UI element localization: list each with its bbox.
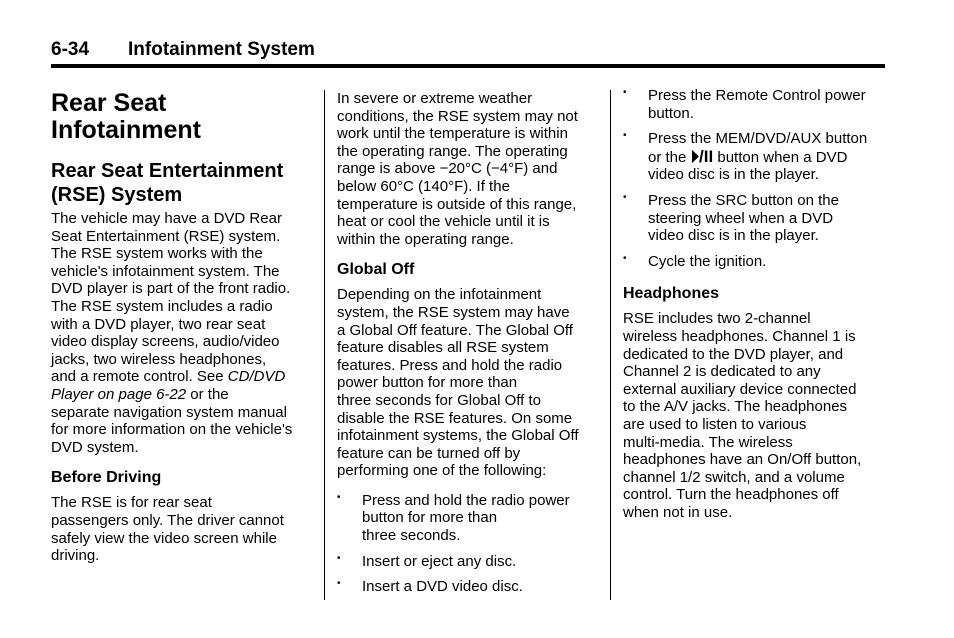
section-title: Infotainment System <box>128 39 315 60</box>
headphones-heading: Headphones <box>623 285 720 303</box>
global-off-paragraph: Depending on the infotainment system, the RSE system may have a Global Off feature. The Global Off feature disables all RSE system features. Press and hold the radio power button for more than three seconds for Global Off to disable the RSE features. On some infotainment systems, the Global Off feature can be turned off by performing one of the following: <box>337 286 579 480</box>
bullet-icon: • <box>623 191 627 203</box>
list-item: • Cycle the ignition. <box>623 253 885 271</box>
list-item: • Press the MEM/DVD/AUX button or the ⏵/II button when a DVD video disc is in the player. <box>623 130 885 184</box>
intro-text-a: The vehicle may have a DVD Rear Seat Entertainment (RSE) system. The RSE system works with the vehicle's infotainment system. The DVD player is part of the front radio. The RSE system includes a radio with a DVD player, two rear seat video display screens, audio/video jacks, two wireless headphones, and a remote control. See <box>51 210 291 386</box>
column-divider <box>610 90 611 600</box>
global-off-list <box>337 492 599 596</box>
global-off-heading: Global Off <box>337 261 415 279</box>
bullet-icon: • <box>623 130 627 142</box>
play-pause-icon: ⏵/II <box>690 146 714 166</box>
column-1 <box>51 90 313 577</box>
intro-text-b: or the separate navigation system manual for more information on the vehicle's DVD system. <box>51 385 293 456</box>
bullet-icon: • <box>337 578 341 590</box>
intro-paragraph <box>51 210 313 456</box>
global-off-list-continued <box>623 87 885 270</box>
header-rule <box>51 64 885 68</box>
bullet-icon: • <box>623 87 627 98</box>
before-driving-paragraph: The RSE is for rear seat passengers only. The driver cannot safely view the video screen while driving. <box>51 494 284 565</box>
list-item: • Insert a DVD video disc. <box>337 578 599 596</box>
list-item: • Press the SRC button on the steering wheel when a DVD video disc is in the player. <box>623 192 885 245</box>
page-header <box>51 38 315 62</box>
column-divider <box>324 90 325 600</box>
list-item: • Press and hold the radio power button for more than three seconds. <box>337 492 599 545</box>
weather-paragraph: In severe or extreme weather conditions, the RSE system may not work until the temperature is within the operating range. The operating range is above −20°C (−4°F) and below 60°C (140°F). If the temperature is outside of this range, heat or cool the vehicle until it is within the operating range. <box>337 90 578 248</box>
cross-reference: CD/DVD Player on page 6-22 <box>51 368 286 403</box>
list-item: • Press the Remote Control power button. <box>623 87 885 122</box>
bullet-icon: • <box>337 491 341 503</box>
column-3 <box>623 87 885 533</box>
section-subtitle: Rear Seat Entertainment (RSE) System <box>51 160 284 206</box>
column-2 <box>337 90 599 604</box>
page-number: 6-34 <box>51 39 90 60</box>
headphones-paragraph: RSE includes two 2-channel wireless headphones. Channel 1 is dedicated to the DVD player, and Channel 2 is dedicated to any external auxiliary device connected to the A/V jacks. The headphones are used to listen to various multi-media. The wireless headphones have an On/Off button, channel 1/2 switch, and a volume control. Turn the headphones off when not in use. <box>623 310 862 521</box>
bullet-icon: • <box>337 552 341 564</box>
bullet-icon: • <box>623 252 627 264</box>
list-item: • Insert or eject any disc. <box>337 553 599 571</box>
page-title: Rear Seat Infotainment <box>51 89 201 144</box>
before-driving-heading: Before Driving <box>51 469 162 487</box>
